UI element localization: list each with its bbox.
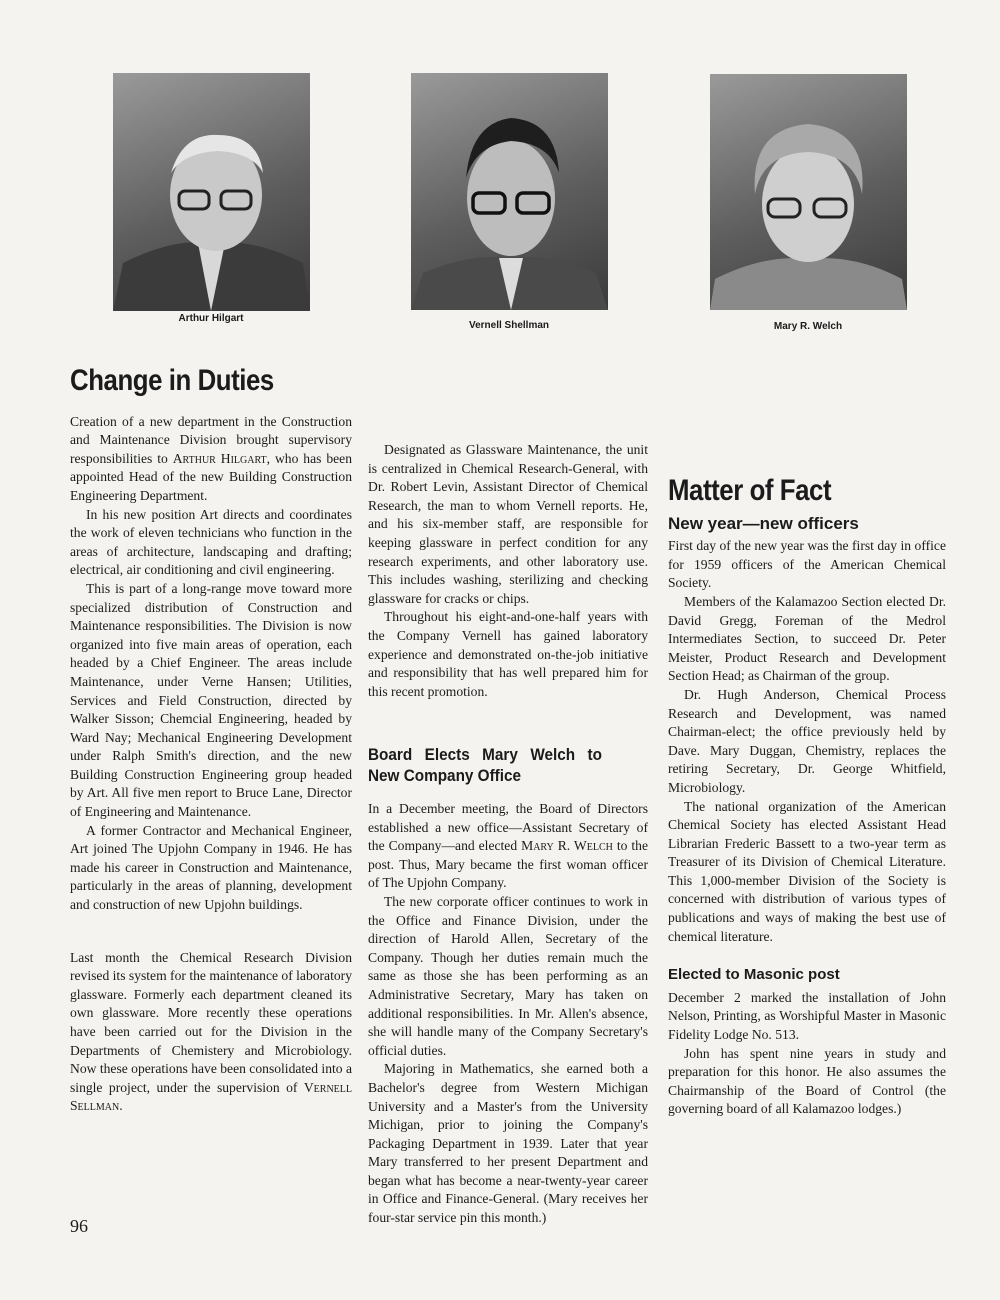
paragraph: In his new position Art directs and coordinates the work of eleven technicians who function in the areas of architecture, landscaping and drafting; electrical, air conditioning and civil engineering. (70, 506, 352, 578)
paragraph: The new corporate officer continues to work in the Office and Finance Division, under the direction of Harold Allen, Secretary of the Company. Though her duties remain much the same as those she has been performing as an Administrative Secretary, Mary has taken on additional responsibilities. In Mr. Allen's absence, she will handle many of the Company Secretary's official duties. (368, 893, 648, 1058)
column-right (668, 474, 946, 1119)
paragraph: Designated as Glassware Maintenance, the unit is centralized in Chemical Research-General, with Dr. Robert Levin, Assistant Director of Chemical Research, the man to whom Vernell reports. He, and his six-member staff, are responsible for keeping glassware in perfect condition for any research experiments, and other laboratory use. This includes washing, sterilizing and checking glassware for cracks or chips. (368, 442, 648, 606)
headline-matter-of-fact: Matter of Fact (668, 474, 832, 507)
paragraph: Throughout his eight-and-one-half years with the Company Vernell has gained laboratory experience and demonstrated on-the-job initiative and responsibility that has well prepared him for this recent promotion. (368, 609, 648, 699)
photo-caption: Vernell Shellman (468, 320, 550, 331)
headline-change-in-duties: Change in Duties (70, 364, 274, 397)
column-middle (368, 381, 648, 701)
subheading-new-officers: New year—new officers (668, 513, 859, 533)
article-board-elects (368, 744, 648, 1228)
column-left (70, 364, 352, 1116)
paragraph: Members of the Kalamazoo Section elected Dr. David Gregg, Foreman of the Medrol Intermediates Section, to succeed Dr. Peter Meister, Product Research and Development Section Head; as Chairman of the group. (668, 593, 946, 684)
photo-vernell-shellman (411, 73, 608, 310)
paragraph: This is part of a long-range move toward more specialized distribution of Construction and Maintenance responsibilities. The Division is now organized into five main areas of operation, each headed by a Chief Engineer. The areas include Maintenance, under Verne Hansen; Utilities, Services and Field Construction, directed by Walker Sisson; Chemcial Engineering, headed by Ward Nay; Mechanical Engineering Development under Ralph Smith's direction, and the new Building Construction Engineering group headed by Art. All five men report to Bruce Lane, Director of Engineering and Maintenance. (70, 580, 352, 820)
paragraph: A former Contractor and Mechanical Engineer, Art joined The Upjohn Company in 1946. He has made his career in Construction and Maintenance, particularly in the areas of planning, development and construction of new Upjohn buildings. (70, 822, 352, 913)
subheading-masonic-post: Elected to Masonic post (668, 966, 840, 984)
paragraph: Dr. Hugh Anderson, Chemical Process Research and Development, was named Chairman-elect; the office previously held by Dave. Mary Duggan, Chemistry, replaces the retiring Secretary, Dr. George Whitfield, Microbiology. (668, 686, 946, 795)
paragraph: In a December meeting, the Board of Directors established a new office—Assistant Secretary of the Company—and elected Mary R. Welch to the post. Thus, Mary became the first woman officer of The Upjohn Company. (368, 801, 649, 891)
paragraph: John has spent nine years in study and preparation for this honor. He also assumes the Chairmanship of the Board of Control (the governing board of all Kalamazoo lodges.) (668, 1045, 946, 1117)
paragraph: Last month the Chemical Research Division revised its system for the maintenance of laboratory glassware. Formerly each department cleaned its own glassware. More recently these operations have been carried out for the Division in the Departments of Chemistery and Microbiology. Now these operations have been consolidated into a single project, under the supervision of Vernell Sellman. (70, 949, 352, 1114)
paragraph: Majoring in Mathematics, she earned both a Bachelor's degree from Western Michigan University and a Master's from the University Michigan, prior to joining the Company's Packaging Department in 1939. Later that year Mary transferred to her present Department and began what has become a near-twenty-year career in Office and Finance-General. (Mary receives her four-star service pin this month.) (368, 1061, 648, 1226)
paragraph: First day of the new year was the first day in office for 1959 officers of the American Chemical Society. (668, 538, 946, 591)
paragraph: December 2 marked the installation of John Nelson, Printing, as Worshipful Master in Masonic Fidelity Lodge No. 513. (668, 989, 946, 1043)
photo-arthur-hilgart (113, 73, 310, 311)
headline-board-elects: Board Elects Mary Welch to New Company Office (368, 745, 602, 785)
photo-caption: Mary R. Welch (773, 321, 843, 332)
paragraph: Creation of a new department in the Construction and Maintenance Division brought supervisory responsibilities to Arthur Hilgart, who has been appointed Head of the new Building Construction Engineering Department. (70, 413, 352, 503)
page-number: 96 (70, 1216, 88, 1236)
paragraph: The national organization of the American Chemical Society has elected Assistant Head Librarian Frederic Bassett to a two-year term as Treasurer of its Division of Chemical Literature. This 1,000-member Division of the Society is concerned with distribution of various types of publications and ways of making the best use of chemical literature. (668, 798, 946, 944)
photo-caption: Arthur Hilgart (178, 313, 244, 324)
photo-mary-welch (710, 74, 907, 310)
